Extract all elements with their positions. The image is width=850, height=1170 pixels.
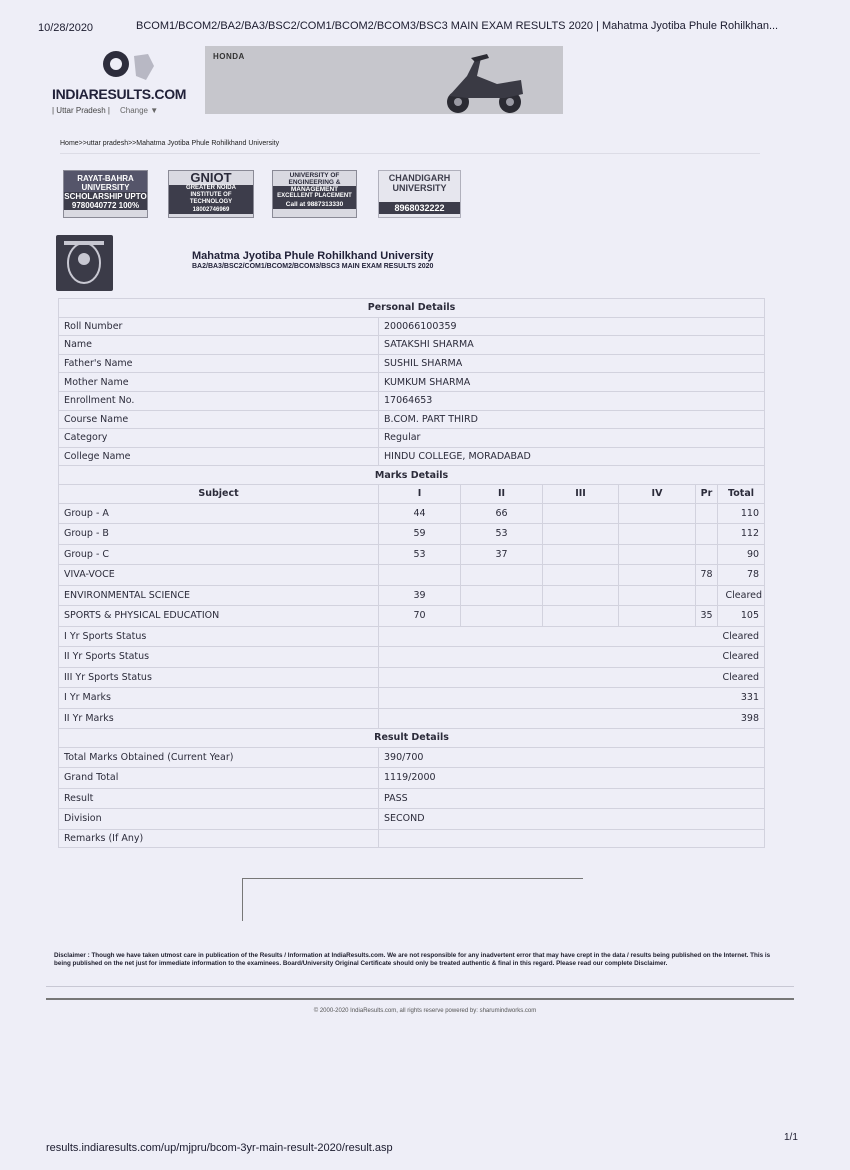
marks-cell: 59 xyxy=(379,524,461,545)
print-page-title: BCOM1/BCOM2/BA2/BA3/BSC2/COM1/BCOM2/BCOM3/BSC3 MAIN EXAM RESULTS 2020 | Mahatma Jyotiba Phule Rohilkhan... xyxy=(136,20,779,32)
ad-chandigarh[interactable] xyxy=(378,170,461,218)
marks-cell: 66 xyxy=(461,503,543,524)
table-row xyxy=(59,708,765,729)
table-row xyxy=(59,544,765,565)
empty-ad-frame xyxy=(242,878,583,921)
table-row xyxy=(59,317,765,336)
table-row xyxy=(59,585,765,606)
status-label: II Yr Sports Status xyxy=(59,647,379,668)
marks-cell xyxy=(461,585,543,606)
field-label: Enrollment No. xyxy=(59,391,379,410)
table-row xyxy=(59,429,765,448)
column-header: I xyxy=(379,484,461,503)
marks-cell xyxy=(619,524,696,545)
marks-cell xyxy=(619,585,696,606)
print-date: 10/28/2020 xyxy=(38,22,94,34)
ad-line: GREATER NOIDA xyxy=(169,185,253,192)
status-value: Cleared xyxy=(379,667,765,688)
marks-cell xyxy=(543,503,619,524)
ad-line: TECHNOLOGY xyxy=(169,199,253,206)
marks-cell: 53 xyxy=(379,544,461,565)
field-value: B.COM. PART THIRD xyxy=(379,410,765,429)
result-label: Division xyxy=(59,809,379,830)
marks-cell: 37 xyxy=(461,544,543,565)
total-cell: 110 xyxy=(718,503,765,524)
table-row xyxy=(59,688,765,709)
total-cell: 90 xyxy=(718,544,765,565)
ad-line: UNIVERSITY xyxy=(64,183,147,192)
result-table xyxy=(58,298,765,848)
personal-details-heading: Personal Details xyxy=(59,299,765,318)
table-row xyxy=(59,336,765,355)
table-row xyxy=(59,667,765,688)
breadcrumb[interactable]: Home>>uttar pradesh>>Mahatma Jyotiba Phule Rohilkhand University xyxy=(60,140,280,147)
marks-cell: 70 xyxy=(379,606,461,627)
subject-name: ENVIRONMENTAL SCIENCE xyxy=(59,585,379,606)
ad-line: EXCELLENT PLACEMENT xyxy=(273,193,356,200)
status-label: III Yr Sports Status xyxy=(59,667,379,688)
result-value: 1119/2000 xyxy=(379,768,765,789)
field-label: Category xyxy=(59,429,379,448)
ad-line: 9780040772 100% xyxy=(64,201,147,210)
divider xyxy=(60,153,760,154)
result-label: Result xyxy=(59,788,379,809)
field-label: Name xyxy=(59,336,379,355)
table-row xyxy=(59,768,765,789)
ad-gniot[interactable] xyxy=(168,170,254,218)
marks-cell: 53 xyxy=(461,524,543,545)
site-logo[interactable] xyxy=(52,46,202,118)
table-row xyxy=(59,829,765,848)
marks-cell xyxy=(379,565,461,586)
subject-name: Group - A xyxy=(59,503,379,524)
field-value: SUSHIL SHARMA xyxy=(379,354,765,373)
marks-cell xyxy=(461,606,543,627)
ad-line: 18002746969 xyxy=(169,206,253,214)
banner-ad[interactable] xyxy=(205,46,563,114)
total-cell: 105 xyxy=(718,606,765,627)
divider xyxy=(46,986,794,987)
region-label: | Uttar Pradesh | xyxy=(52,106,110,115)
result-value xyxy=(379,829,765,848)
ad-line: INSTITUTE OF xyxy=(169,192,253,199)
table-row xyxy=(59,391,765,410)
table-row xyxy=(59,354,765,373)
table-row xyxy=(59,410,765,429)
table-row xyxy=(59,373,765,392)
field-value: Regular xyxy=(379,429,765,448)
result-details-heading: Result Details xyxy=(59,729,765,748)
status-label: II Yr Marks xyxy=(59,708,379,729)
ad-line: UNIVERSITY OF xyxy=(289,172,340,179)
column-header: III xyxy=(543,484,619,503)
result-value: PASS xyxy=(379,788,765,809)
status-label: I Yr Marks xyxy=(59,688,379,709)
column-header: Pr xyxy=(696,484,718,503)
table-row xyxy=(59,809,765,830)
field-value: KUMKUM SHARMA xyxy=(379,373,765,392)
table-row xyxy=(59,647,765,668)
result-value: 390/700 xyxy=(379,747,765,768)
marks-cell xyxy=(696,524,718,545)
total-cell: 112 xyxy=(718,524,765,545)
scooter-image xyxy=(205,46,563,114)
field-label: Mother Name xyxy=(59,373,379,392)
field-label: College Name xyxy=(59,447,379,466)
table-row xyxy=(59,626,765,647)
status-value: Cleared xyxy=(379,647,765,668)
ad-line: ENGINEERING & xyxy=(288,179,341,186)
marks-cell xyxy=(543,524,619,545)
marks-cell xyxy=(543,606,619,627)
ad-line: MANAGEMENT xyxy=(273,186,356,193)
ad-line: CHANDIGARH xyxy=(388,173,451,183)
column-header: IV xyxy=(619,484,696,503)
subject-name: VIVA-VOCE xyxy=(59,565,379,586)
ad-line: GNIOT xyxy=(190,170,232,185)
table-row xyxy=(59,606,765,627)
result-value: SECOND xyxy=(379,809,765,830)
marks-cell xyxy=(619,503,696,524)
exam-title: BA2/BA3/BSC2/COM1/BCOM2/BCOM3/BSC3 MAIN EXAM RESULTS 2020 xyxy=(192,263,434,270)
column-header: Total xyxy=(718,484,765,503)
print-page-number: 1/1 xyxy=(784,1132,798,1143)
marks-cell: 39 xyxy=(379,585,461,606)
marks-cell: 35 xyxy=(696,606,718,627)
region-selector xyxy=(52,106,158,115)
marks-cell xyxy=(696,585,718,606)
marks-cell xyxy=(619,565,696,586)
field-label: Father's Name xyxy=(59,354,379,373)
field-value: SATAKSHI SHARMA xyxy=(379,336,765,355)
marks-cell xyxy=(543,544,619,565)
marks-column-headers xyxy=(59,484,765,503)
field-value: HINDU COLLEGE, MORADABAD xyxy=(379,447,765,466)
university-emblem-icon xyxy=(56,235,113,291)
field-label: Roll Number xyxy=(59,317,379,336)
status-value: 398 xyxy=(379,708,765,729)
marks-cell xyxy=(696,503,718,524)
subject-name: Group - C xyxy=(59,544,379,565)
table-row xyxy=(59,788,765,809)
ad-line: SCHOLARSHIP UPTO xyxy=(64,192,147,201)
table-row xyxy=(59,503,765,524)
result-label: Remarks (If Any) xyxy=(59,829,379,848)
university-name: Mahatma Jyotiba Phule Rohilkhand University xyxy=(192,250,434,262)
status-label: I Yr Sports Status xyxy=(59,626,379,647)
marks-details-heading: Marks Details xyxy=(59,466,765,485)
table-row xyxy=(59,747,765,768)
ad-university-engineering[interactable] xyxy=(272,170,357,218)
print-url: results.indiaresults.com/up/mjpru/bcom-3yr-main-result-2020/result.asp xyxy=(46,1142,393,1154)
result-label: Grand Total xyxy=(59,768,379,789)
table-row xyxy=(59,447,765,466)
site-logo-text: INDIARESULTS.COM xyxy=(52,86,187,102)
marks-cell xyxy=(543,585,619,606)
subject-name: SPORTS & PHYSICAL EDUCATION xyxy=(59,606,379,627)
marks-cell: 44 xyxy=(379,503,461,524)
status-value: 331 xyxy=(379,688,765,709)
subject-name: Group - B xyxy=(59,524,379,545)
field-label: Course Name xyxy=(59,410,379,429)
table-row xyxy=(59,565,765,586)
ad-line: 8968032222 xyxy=(379,202,460,214)
footer-divider xyxy=(46,998,794,1000)
total-cell: Cleared xyxy=(718,585,765,606)
marks-cell xyxy=(461,565,543,586)
marks-cell: 78 xyxy=(696,565,718,586)
ad-line: UNIVERSITY xyxy=(392,183,447,193)
table-row xyxy=(59,524,765,545)
ad-line: Call at 9887313330 xyxy=(273,200,356,209)
ad-rayat-bahra[interactable] xyxy=(63,170,148,218)
disclaimer-text: Disclaimer : Though we have taken utmost care in publication of the Results / Information at IndiaResults.com. We are not responsible for any inadvertent error that may have crept in the data / results being published on the Internet. This is being published on the net just for immediate information to the examinees. Board/University Original Certificate should only be treated authentic & final in this regard. Please read our complete Disclaimer. xyxy=(54,952,771,967)
field-value: 17064653 xyxy=(379,391,765,410)
field-value: 200066100359 xyxy=(379,317,765,336)
marks-cell xyxy=(619,606,696,627)
ad-line: RAYAT-BAHRA xyxy=(64,171,147,183)
column-header: II xyxy=(461,484,543,503)
status-value: Cleared xyxy=(379,626,765,647)
copyright-text: © 2000-2020 IndiaResults.com, all rights reserve powered by: sharumindworks.com xyxy=(313,1008,537,1014)
banner-brand: HONDA xyxy=(213,52,245,61)
marks-cell xyxy=(696,544,718,565)
marks-cell xyxy=(543,565,619,586)
result-label: Total Marks Obtained (Current Year) xyxy=(59,747,379,768)
total-cell: 78 xyxy=(718,565,765,586)
change-region-link[interactable]: Change ▼ xyxy=(119,106,159,115)
marks-cell xyxy=(619,544,696,565)
university-logo xyxy=(56,235,113,291)
column-header: Subject xyxy=(59,484,379,503)
